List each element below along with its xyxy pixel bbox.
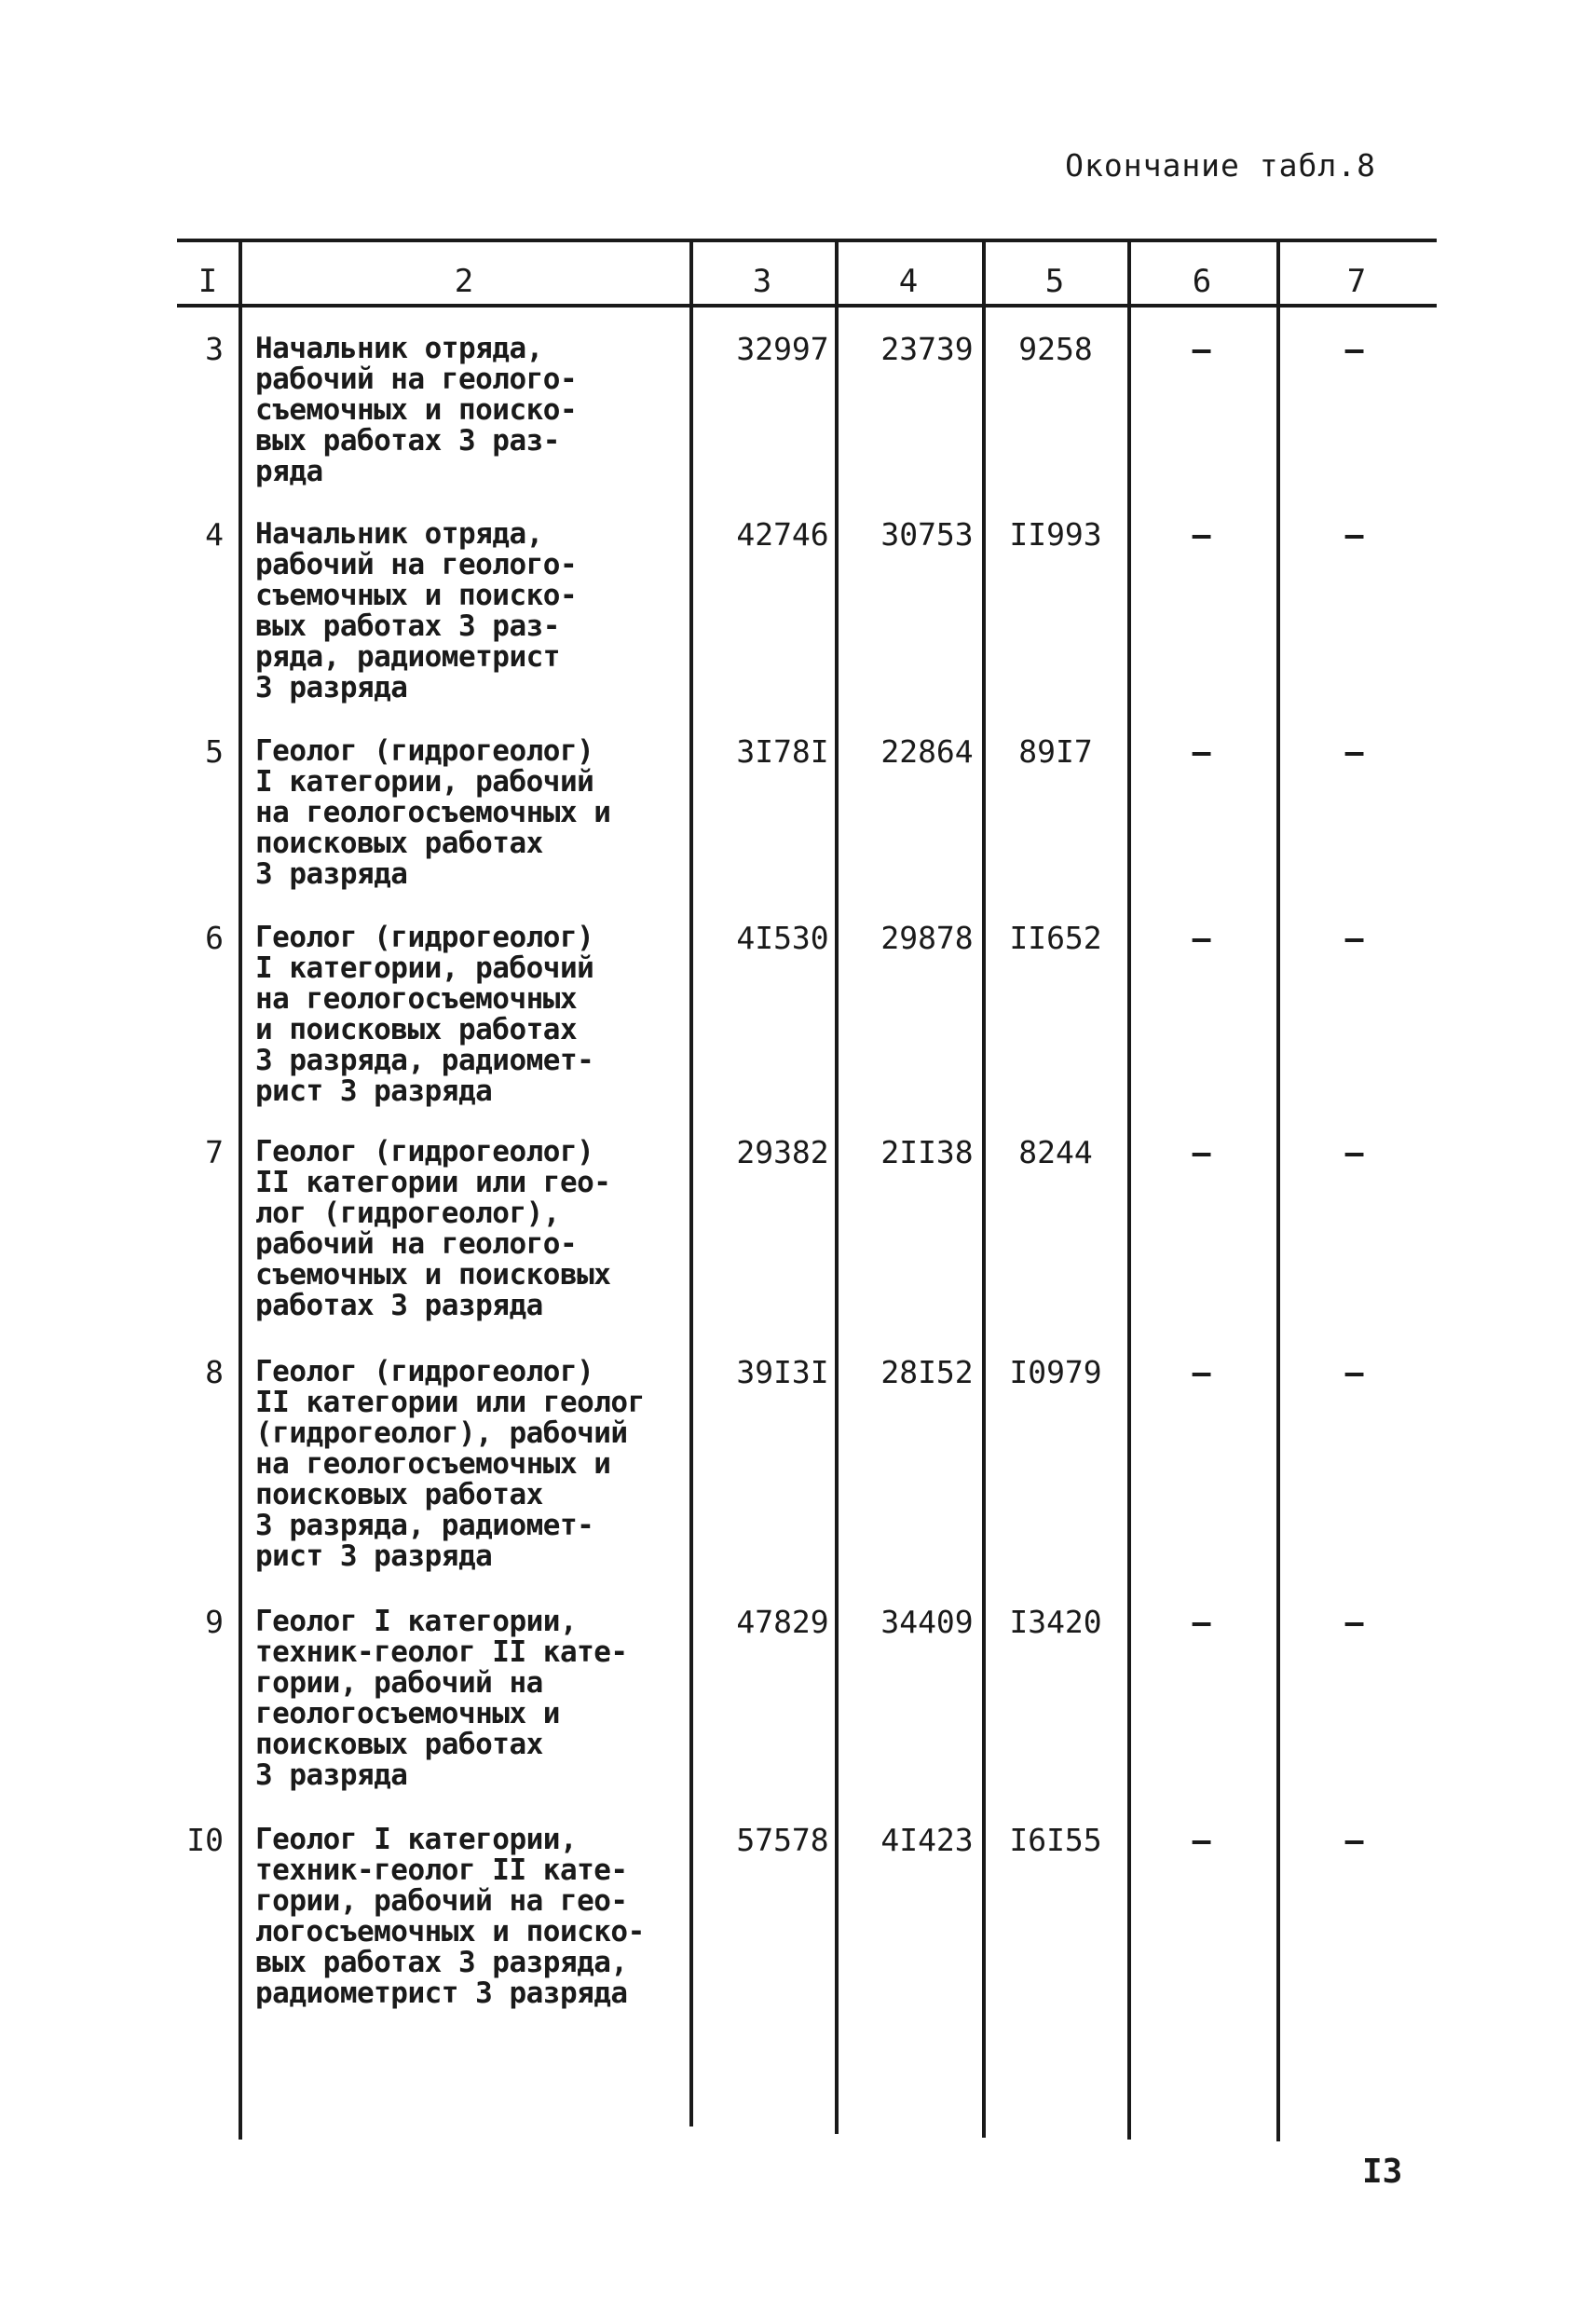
value-col-3: 57578 (736, 1822, 829, 1858)
value-col-3: 3I78I (736, 733, 829, 770)
page-number: I3 (1362, 2153, 1403, 2191)
value-col-3: 29382 (736, 1134, 829, 1170)
value-col-3: 39I3I (736, 1354, 829, 1390)
value-col-4: 34409 (880, 1604, 974, 1640)
position-description: Геолог (гидрогеолог) I категории, рабочий на геологосъемочных и поисковых работах 3 разряда, радиомет- рист 3 разряда (255, 921, 594, 1108)
column-divider (239, 239, 242, 2140)
position-description: Геолог (гидрогеолог) I категории, рабочий на геологосъемочных и поисковых работах 3 разряда (255, 734, 611, 891)
value-col-5: II652 (1009, 920, 1102, 956)
value-col-6: – (1192, 1822, 1211, 1858)
value-col-3: 47829 (736, 1604, 829, 1640)
row-number: 4 (205, 516, 224, 553)
table-top-rule (177, 239, 1437, 242)
value-col-6: – (1192, 1134, 1211, 1170)
position-description: Начальник отряда, рабочий на геолого- съемочных и поиско- вых работах 3 раз- ряда, радиометрист 3 разряда (255, 517, 578, 704)
value-col-6: – (1192, 733, 1211, 770)
column-divider (1276, 239, 1280, 2141)
value-col-5: I0979 (1009, 1354, 1102, 1390)
value-col-4: 22864 (880, 733, 974, 770)
row-number: 9 (205, 1604, 224, 1640)
row-number: 8 (205, 1354, 224, 1390)
value-col-5: II993 (1009, 516, 1102, 553)
data-table (177, 239, 1437, 2141)
value-col-5: I3420 (1009, 1604, 1102, 1640)
value-col-7: – (1344, 1354, 1364, 1390)
table-caption: Окончание табл.8 (1065, 147, 1376, 184)
value-col-5: 89I7 (1018, 733, 1093, 770)
value-col-7: – (1344, 1822, 1364, 1858)
column-header: 5 (1044, 263, 1065, 300)
header-bottom-rule (177, 304, 1437, 308)
value-col-7: – (1344, 516, 1364, 553)
column-header: 7 (1346, 263, 1367, 300)
value-col-4: 4I423 (880, 1822, 974, 1858)
value-col-4: 30753 (880, 516, 974, 553)
value-col-5: 9258 (1018, 331, 1093, 367)
value-col-6: – (1192, 1354, 1211, 1390)
value-col-7: – (1344, 331, 1364, 367)
value-col-6: – (1192, 1604, 1211, 1640)
value-col-6: – (1192, 331, 1211, 367)
value-col-4: 23739 (880, 331, 974, 367)
row-number: 3 (205, 331, 224, 367)
row-number: 6 (205, 920, 224, 956)
column-header: 2 (454, 263, 474, 300)
value-col-4: 28I52 (880, 1354, 974, 1390)
column-header: 6 (1192, 263, 1212, 300)
row-number: 7 (205, 1134, 224, 1170)
value-col-6: – (1192, 920, 1211, 956)
position-description: Геолог I категории, техник-геолог II кате- гории, рабочий на геологосъемочных и поисковых работах 3 разряда (255, 1605, 628, 1792)
value-col-7: – (1344, 1134, 1364, 1170)
position-description: Геолог (гидрогеолог) II категории или геолог (гидрогеолог), рабочий на геологосъемочных и поисковых работах 3 разряда, радиомет- рист 3 разряда (255, 1355, 645, 1573)
value-col-5: I6I55 (1009, 1822, 1102, 1858)
value-col-3: 4I530 (736, 920, 829, 956)
value-col-7: – (1344, 920, 1364, 956)
column-header: 3 (752, 263, 772, 300)
row-number: I0 (186, 1822, 224, 1858)
value-col-7: – (1344, 733, 1364, 770)
value-col-3: 42746 (736, 516, 829, 553)
column-header: 4 (898, 263, 919, 300)
position-description: Геолог I категории, техник-геолог II кате- гории, рабочий на гео- логосъемочных и поиско- вых работах 3 разряда, радиометрист 3 разряда (255, 1823, 645, 2010)
value-col-5: 8244 (1018, 1134, 1093, 1170)
value-col-4: 29878 (880, 920, 974, 956)
position-description: Начальник отряда, рабочий на геолого- съемочных и поиско- вых работах 3 раз- ряда (255, 332, 578, 488)
column-header: I (198, 263, 218, 300)
value-col-6: – (1192, 516, 1211, 553)
value-col-4: 2II38 (880, 1134, 974, 1170)
value-col-7: – (1344, 1604, 1364, 1640)
position-description: Геолог (гидрогеолог) II категории или гео- лог (гидрогеолог), рабочий на геолого- съемочных и поисковых работах 3 разряда (255, 1135, 611, 1322)
row-number: 5 (205, 733, 224, 770)
value-col-3: 32997 (736, 331, 829, 367)
